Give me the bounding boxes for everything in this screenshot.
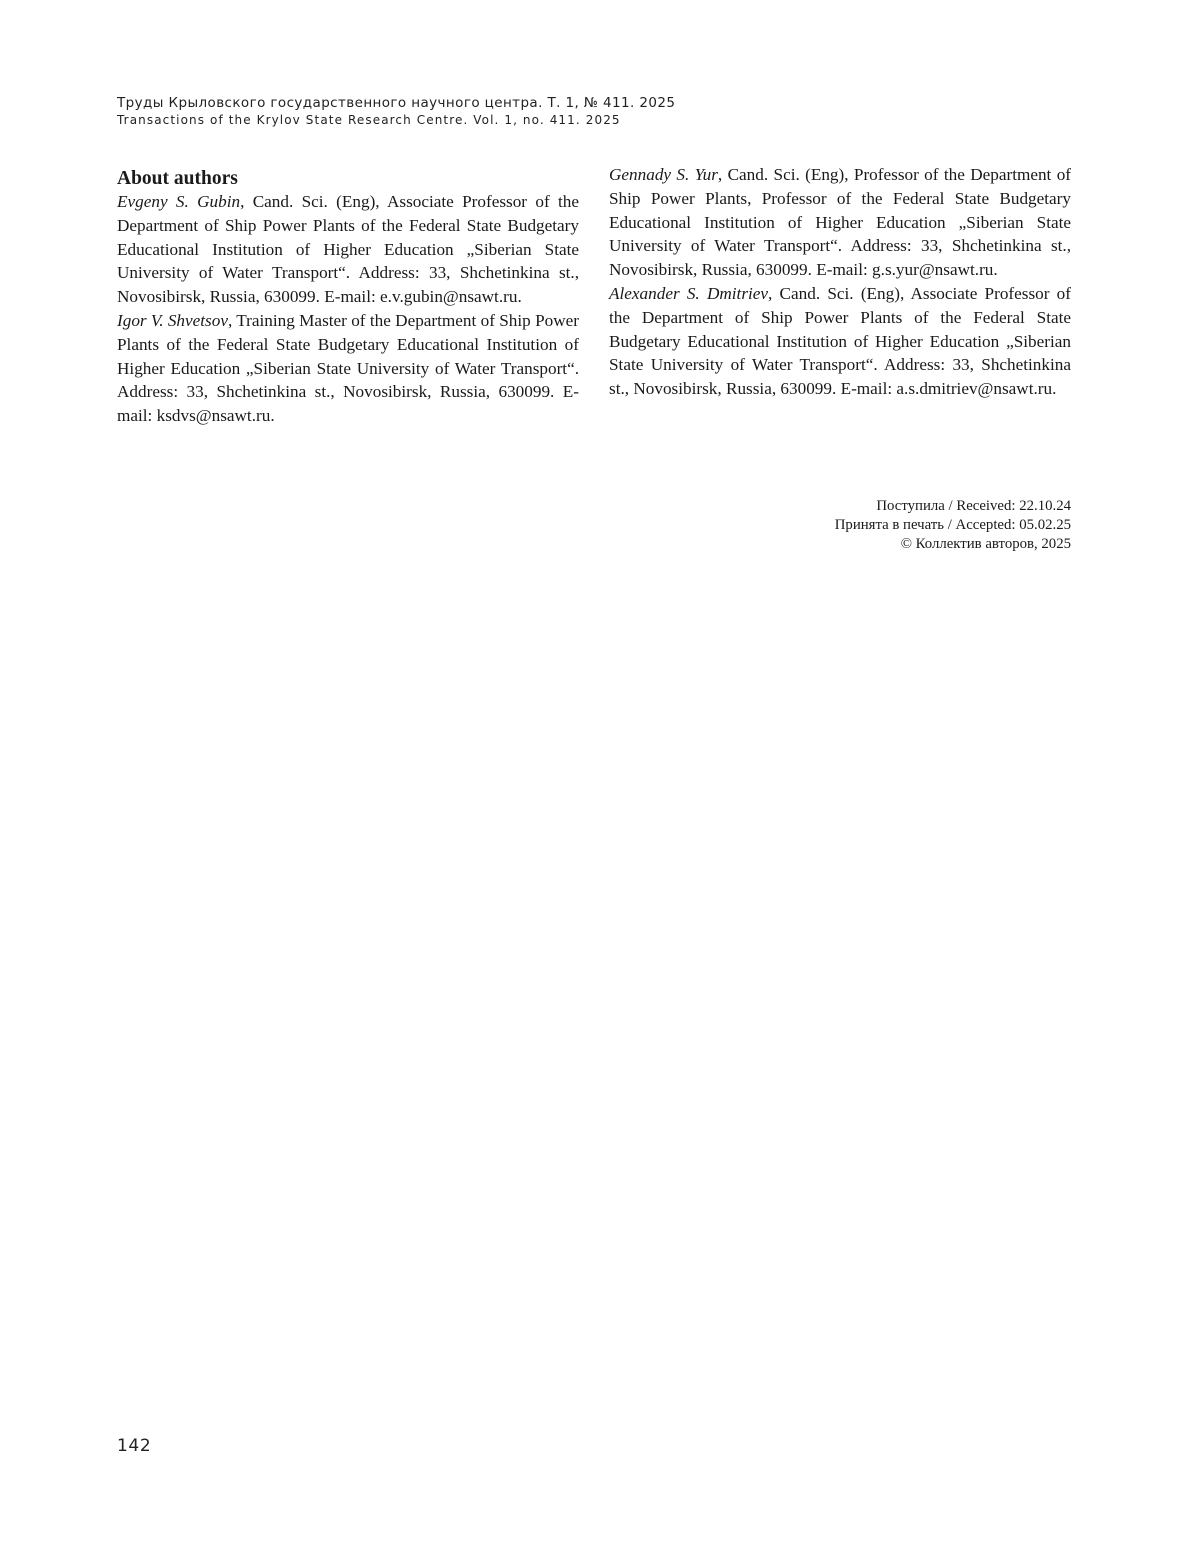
received-date: Поступила / Received: 22.10.24 (835, 497, 1071, 516)
author-bio: , Cand. Sci. (Eng), Professor of the Department of Ship Power Plants, Professor of the Federal State Budgetary Educational Institution of Higher Education „Siberian State University of Water Transport“. Address: 33, Shchetinkina st., Novosibirsk, Russia, 630099. E-mail: g.s.yur@nsawt.ru. (609, 165, 1071, 279)
journal-title-ru: Труды Крыловского государственного научного центра. Т. 1, № 411. 2025 (117, 94, 675, 112)
author-bio: , Cand. Sci. (Eng), Associate Professor of the Department of Ship Power Plants of the Federal State Budgetary Educational Institution of Higher Education „Siberian State University of Water Transport“. Address: 33, Shchetinkina st., Novosibirsk, Russia, 630099. E-mail: a.s.dmitriev@nsawt.ru. (609, 284, 1071, 398)
author-entry (609, 163, 1071, 282)
copyright-line: © Коллектив авторов, 2025 (835, 535, 1071, 554)
author-name: Gennady S. Yur (609, 165, 718, 184)
author-name: Igor V. Shvetsov (117, 311, 228, 330)
page-number: 142 (117, 1436, 151, 1456)
running-header (117, 94, 675, 128)
right-column (609, 163, 1071, 401)
author-bio: , Training Master of the Department of Ship Power Plants of the Federal State Budgetary Educational Institution of Higher Education „Siberian State University of Water Transport“. Address: 33, Shchetinkina st., Novosibirsk, Russia, 630099. E-mail: ksdvs@nsawt.ru. (117, 311, 579, 425)
author-entry (609, 282, 1071, 401)
submission-dates (835, 497, 1071, 554)
section-title: About authors (117, 167, 579, 190)
left-column (117, 163, 579, 428)
author-entry (117, 309, 579, 428)
accepted-date: Принята в печать / Accepted: 05.02.25 (835, 516, 1071, 535)
author-name: Evgeny S. Gubin (117, 192, 240, 211)
journal-title-en: Transactions of the Krylov State Research Centre. Vol. 1, no. 411. 2025 (117, 112, 675, 128)
author-bio: , Cand. Sci. (Eng), Associate Professor of the Department of Ship Power Plants of the Federal State Budgetary Educational Institution of Higher Education „Siberian State University of Water Transport“. Address: 33, Shchetinkina st., Novosibirsk, Russia, 630099. E-mail: e.v.gubin@nsawt.ru. (117, 192, 579, 306)
author-name: Alexander S. Dmitriev (609, 284, 768, 303)
author-entry (117, 190, 579, 309)
